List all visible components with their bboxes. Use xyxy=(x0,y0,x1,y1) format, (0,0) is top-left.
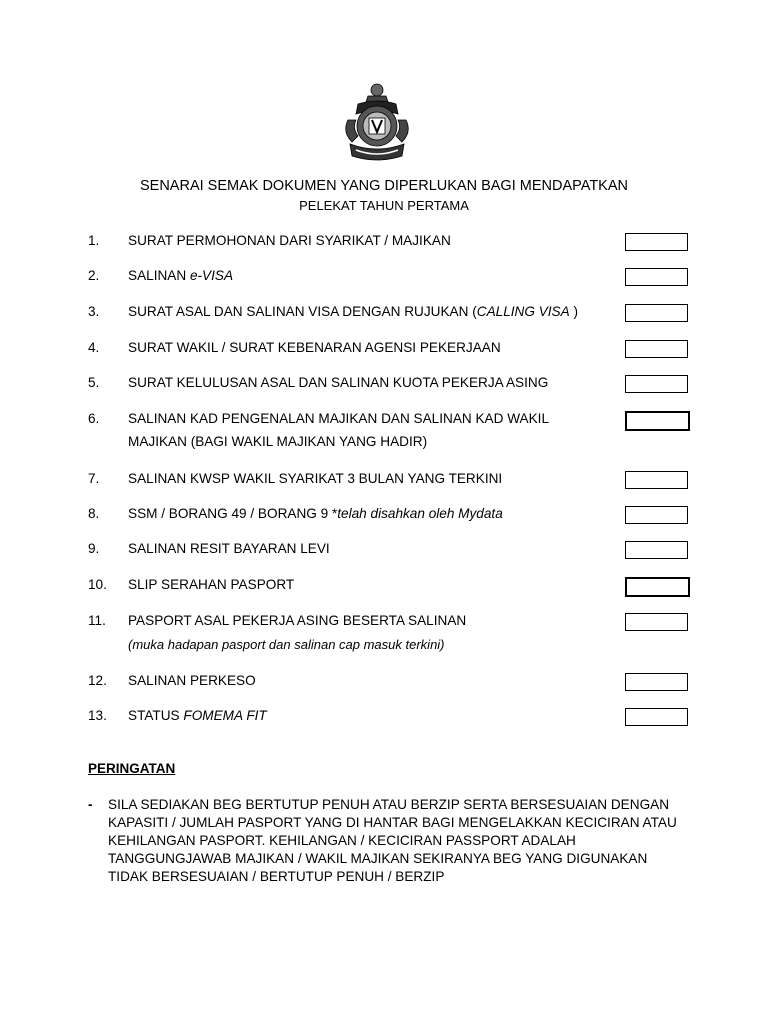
checkbox[interactable] xyxy=(625,340,688,358)
item-label xyxy=(128,375,548,390)
checklist-item xyxy=(0,471,768,511)
checklist-item xyxy=(0,233,768,273)
item-number: 10. xyxy=(88,577,107,592)
item-label-text: SALINAN KAD PENGENALAN MAJIKAN DAN SALINAN KAD WAKIL xyxy=(128,411,550,426)
warning-line: SILA SEDIAKAN BEG BERTUTUP PENUH ATAU BERZIP SERTA BERSESUAIAN DENGAN xyxy=(108,797,670,812)
item-label xyxy=(128,304,578,319)
checkbox[interactable] xyxy=(625,506,688,524)
item-number: 9. xyxy=(88,541,100,556)
warning-line: KAPASITI / JUMLAH PASPORT YANG DI HANTAR BAGI MENGELAKKAN KECICIRAN ATAU xyxy=(108,815,677,830)
item-label-text: SURAT ASAL DAN SALINAN VISA DENGAN RUJUKAN ( xyxy=(128,304,477,319)
item-label xyxy=(128,708,267,723)
item-number: 13. xyxy=(88,708,107,723)
item-label xyxy=(128,613,466,628)
item-label xyxy=(128,577,294,592)
checklist-item xyxy=(0,268,768,308)
item-label-text: SLIP SERAHAN PASPORT xyxy=(128,577,295,592)
item-label xyxy=(128,673,256,688)
item-number: 4. xyxy=(88,340,100,355)
checklist-item xyxy=(0,613,768,653)
checklist-item xyxy=(0,340,768,380)
item-label-text: SURAT WAKIL / SURAT KEBENARAN AGENSI PEKERJAAN xyxy=(128,340,501,355)
item-label xyxy=(128,506,503,521)
item-label-suffix: ) xyxy=(569,304,578,319)
checklist-item xyxy=(0,577,768,617)
checklist-item xyxy=(0,506,768,546)
item-label-text: SALINAN RESIT BAYARAN LEVI xyxy=(128,541,330,556)
item-label-text: SALINAN KWSP WAKIL SYARIKAT 3 BULAN YANG TERKINI xyxy=(128,471,503,486)
item-label-line2: (muka hadapan pasport dan salinan cap masuk terkini) xyxy=(128,637,445,652)
item-number: 5. xyxy=(88,375,100,390)
item-label-text: PASPORT ASAL PEKERJA ASING BESERTA SALINAN xyxy=(128,613,467,628)
checklist-item xyxy=(0,304,768,344)
warning-bullet: - xyxy=(88,797,93,812)
item-label-text: SSM / BORANG 49 / BORANG 9 * xyxy=(128,506,338,521)
warning-text xyxy=(108,796,691,886)
item-label xyxy=(128,233,451,248)
checkbox[interactable] xyxy=(625,375,688,393)
item-label xyxy=(128,411,549,426)
warning-heading: PERINGATAN xyxy=(88,761,176,776)
checkbox[interactable] xyxy=(625,613,688,631)
checkbox[interactable] xyxy=(625,268,688,286)
item-number: 3. xyxy=(88,304,100,319)
item-number: 1. xyxy=(88,233,100,248)
warning-line: TIDAK BERSESUAIAN / BERTUTUP PENUH / BERZIP xyxy=(108,869,445,884)
checklist-item xyxy=(0,541,768,581)
document-title: SENARAI SEMAK DOKUMEN YANG DIPERLUKAN BAGI MENDAPATKAN xyxy=(139,178,628,194)
item-number: 2. xyxy=(88,268,100,283)
item-label-line2: MAJIKAN (BAGI WAKIL MAJIKAN YANG HADIR) xyxy=(128,434,428,449)
item-number: 7. xyxy=(88,471,100,486)
document-subtitle: PELEKAT TAHUN PERTAMA xyxy=(299,198,469,213)
item-number: 8. xyxy=(88,506,100,521)
warning-line: TANGGUNGJAWAB MAJIKAN / WAKIL MAJIKAN SEKIRANYA BEG YANG DIGUNAKAN xyxy=(108,851,648,866)
item-label-text: SURAT PERMOHONAN DARI SYARIKAT / MAJIKAN xyxy=(128,233,451,248)
checklist-item xyxy=(0,708,768,748)
item-label xyxy=(128,268,233,283)
item-number: 11. xyxy=(88,613,106,628)
item-label xyxy=(128,471,502,486)
item-label xyxy=(128,340,501,355)
checkbox[interactable] xyxy=(625,411,690,431)
checkbox[interactable] xyxy=(625,541,688,559)
item-label-text: SURAT KELULUSAN ASAL DAN SALINAN KUOTA PEKERJA ASING xyxy=(128,375,549,390)
immigration-crest-icon xyxy=(338,80,416,168)
item-label-emphasis: CALLING VISA xyxy=(476,304,570,319)
item-label-text: SALINAN PERKESO xyxy=(128,673,256,688)
item-label-text: STATUS xyxy=(128,708,184,723)
item-label-text: SALINAN xyxy=(128,268,190,283)
checklist-item xyxy=(0,375,768,415)
checkbox[interactable] xyxy=(625,577,690,597)
checkbox[interactable] xyxy=(625,673,688,691)
checkbox[interactable] xyxy=(625,304,688,322)
item-label-emphasis: FOMEMA FIT xyxy=(183,708,267,723)
checkbox[interactable] xyxy=(625,471,688,489)
checklist-item xyxy=(0,673,768,713)
item-label-emphasis: e-VISA xyxy=(189,268,234,283)
item-label xyxy=(128,541,330,556)
checkbox[interactable] xyxy=(625,708,688,726)
item-number: 6. xyxy=(88,411,100,426)
item-number: 12. xyxy=(88,673,107,688)
warning-line: KEHILANGAN PASPORT. KEHILANGAN / KECICIRAN PASSPORT ADALAH xyxy=(108,833,576,848)
checklist-item xyxy=(0,411,768,451)
item-label-emphasis: telah disahkan oleh Mydata xyxy=(337,506,503,521)
checkbox[interactable] xyxy=(625,233,688,251)
